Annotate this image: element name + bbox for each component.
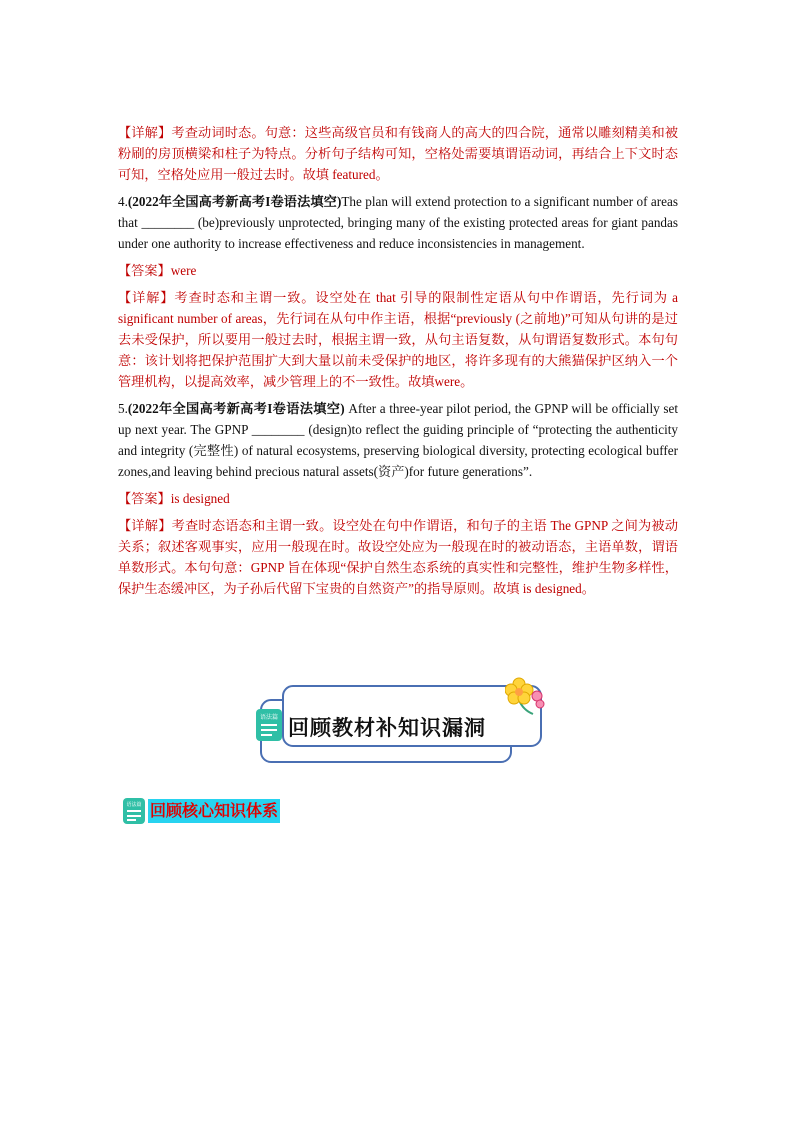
question-4 (118, 191, 678, 254)
detail-paragraph-4 (118, 287, 678, 392)
answer-5 (118, 488, 678, 509)
detail-text: 考查时态和主谓一致。设空处在 that 引导的限制性定语从句中作谓语，先行词为 a significant number of areas，先行词在从句中作主语，根据“previously (之前地)”可知从句讲的是过去未受保护，所以要用一般过去时，根据主谓一致，从句主语复数，从句谓语复数形式。本句句意：该计划将把保护范围扩大到大量以前未受保护的地区，将许多现有的大熊猫保护区纳入一个管理机构，以提高效率，减少管理上的不一致性。故填were。 (118, 290, 678, 389)
question-text: After a three-year pilot period, the GPNP will be officially set up next year. The GPNP ________ (design)to reflect the guiding principle of “protecting the authenticity and integrity (完整性) of natural ecosystems, preserving biological diversity, protecting ecological buffer zones,and leaving behind precious natural assets(资产)for future generations”. (118, 401, 678, 479)
detail-text: 考查动词时态。句意：这些高级官员和有钱商人的高大的四合院，通常以雕刻精美和被粉刷的房顶横梁和柱子为特点。分析句子结构可知，空格处需要填谓语动词，再结合上下文时态可知，空格处应用一般过去时。故填 featured。 (118, 125, 679, 182)
question-number: 5. (118, 401, 128, 416)
question-5 (118, 398, 678, 482)
detail-tag: 【详解】 (118, 518, 172, 533)
banner-title: 回顾教材补知识漏洞 (288, 716, 486, 740)
answer-text: is designed (170, 491, 230, 506)
detail-text: 考查时态语态和主谓一致。设空处在句中作谓语，和句子的主语 The GPNP 之间为被动关系；叙述客观事实，应用一般现在时。故设空处应为一般现在时的被动语态，主语单数，谓语单数形式。本句句意：GPNP 旨在体现“保护自然生态系统的真实性和完整性，维护生物多样性，保护生态缓冲区，为子孙后代留下宝贵的自然资产”的指导原则。故填 is designed。 (118, 518, 679, 596)
question-source: (2022年全国高考新高考I卷语法填空) (127, 194, 342, 209)
answer-4 (118, 260, 678, 281)
detail-paragraph-5 (118, 515, 678, 599)
answer-tag: 【答案】 (118, 263, 171, 278)
flower-icon (505, 676, 547, 718)
icon-label: 语法篇 (126, 802, 142, 808)
detail-tag: 【详解】 (118, 290, 175, 305)
section-title: 回顾核心知识体系 (148, 799, 280, 823)
question-number: 4. (118, 194, 128, 209)
notebook-icon (122, 797, 146, 825)
notebook-icon (255, 708, 283, 742)
answer-text: were (170, 263, 197, 278)
content-column (118, 122, 678, 605)
question-source: (2022年全国高考新高考I卷语法填空) (127, 401, 345, 416)
detail-paragraph-3 (118, 122, 678, 185)
question-text: The plan will extend protection to a significant number of areas that ________ (be)previously unprotected, bringing many of the existing protected areas for giant pandas under one authority to increase effectiveness and reduce inconsistencies in management. (118, 194, 678, 251)
icon-label: 语法篇 (259, 714, 279, 721)
detail-tag: 【详解】 (118, 125, 172, 140)
section-banner (255, 684, 545, 764)
answer-tag: 【答案】 (118, 491, 171, 506)
